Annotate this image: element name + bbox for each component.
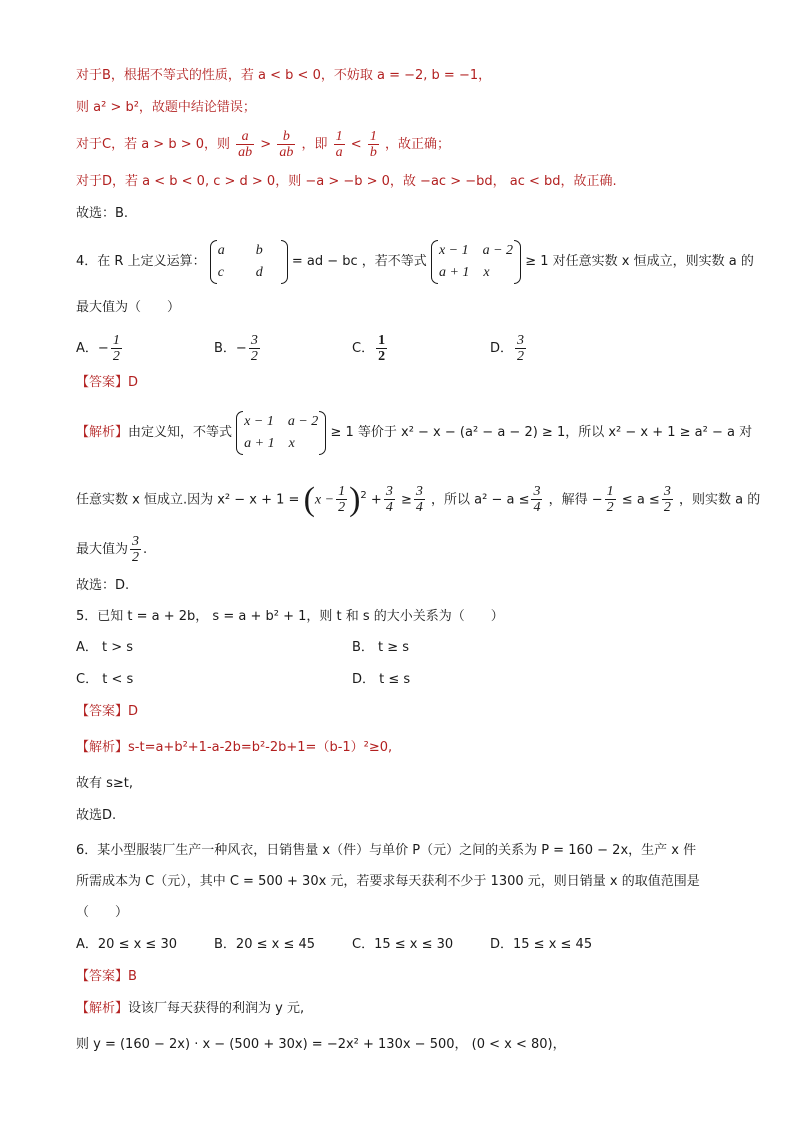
matrix-inequality-analysis: x − 1 a − 2 a + 1 x: [236, 411, 326, 455]
solution-line-c: [76, 127, 450, 163]
analysis-tag: 【解析】: [76, 1001, 129, 1016]
conclusion-3: 故选：B.: [76, 206, 129, 221]
solution-line-d: 对于D，若 a < b < 0, c > d > 0，则 −a > −b > 0，故 −ac > −bd， ac < bd，故正确.: [76, 174, 617, 189]
q6-stem-3: （ ）: [76, 905, 129, 920]
q5-option-c: C． t < s: [76, 672, 134, 687]
q4-option-a: A．− $\frac{1}{2}$: [76, 333, 120, 364]
q6-option-c: C．15 ≤ x ≤ 30: [352, 937, 454, 952]
q5-analysis: 【解析】s-t=a+b²+1-a-2b=b²-2b+1=（b-1）²≥0,: [76, 740, 393, 755]
q5-option-d: D． t ≤ s: [352, 672, 411, 687]
q4-answer: 【答案】D: [76, 375, 139, 390]
q4-option-b: B．− $\frac{3}{2}$: [214, 333, 258, 364]
q4-stem-eq: = ad − bc ，若不等式: [291, 254, 427, 269]
fraction: $\frac{1}{b}$: [369, 129, 377, 160]
line-c-mid: ，即: [301, 137, 328, 152]
fraction: $\frac{a}{ab}$: [238, 129, 253, 160]
q6-stem-1: 6．某小型服装厂生产一种风衣，日销售量 x（件）与单价 P（元）之间的关系为 P = 160 − 2x，生产 x 件: [76, 843, 697, 858]
line-c-post: ，故正确；: [384, 137, 450, 152]
q5-line2: 故有 s≥t,: [76, 776, 134, 791]
q4-stem-post: ≥ 1 对任意实数 x 恒成立，则实数 a 的: [525, 254, 754, 269]
q4-analysis-line1: 【解析】由定义知，不等式 x − 1 a − 2 a + 1 x ≥ 1 等价于 x² − x − (a² − a − 2) ≥ 1，所以 x² − x + 1 ≥ a² − a 对: [76, 409, 752, 457]
q6-line2: 则 y = (160 − 2x) · x − (500 + 30x) = −2x² + 130x − 500， (0 < x < 80)，: [76, 1037, 566, 1052]
solution-line-b1: 对于B，根据不等式的性质，若 a < b < 0，不妨取 a = −2, b = −1，: [76, 68, 492, 83]
q4-stem: [76, 238, 754, 286]
q6-option-a: A．20 ≤ x ≤ 30: [76, 937, 177, 952]
q4-option-d: D． $\frac{3}{2}$: [490, 333, 525, 364]
q5-answer: 【答案】D: [76, 704, 139, 719]
analysis-tag: 【解析】: [76, 740, 129, 755]
q4-stem-pre: 4．在 R 上定义运算：: [76, 254, 206, 269]
matrix-definition: a b c d: [210, 240, 288, 284]
analysis-tag: 【解析】: [76, 425, 129, 440]
conclusion-4: 故选：D.: [76, 578, 130, 593]
q6-stem-2: 所需成本为 C（元），其中 C = 500 + 30x 元，若要求每天获利不少于 1300 元，则日销量 x 的取值范围是: [76, 874, 700, 889]
solution-line-b2: 则 a² > b²，故题中结论错误；: [76, 100, 256, 115]
q6-answer: 【答案】B: [76, 969, 137, 984]
conclusion-5: 故选D.: [76, 808, 117, 823]
q5-option-a: A． t > s: [76, 640, 134, 655]
fraction: $\frac{b}{ab}$: [279, 129, 294, 160]
q4-analysis-line2: 任意实数 x 恒成立.因为 x² − x + 1 = (x − $\frac{1}{2}$ )$^2$ + $\frac{3}{4}$ ≥ $\frac{3}{4}$ ，所以 a² − a ≤ $\frac{3}{4}$ ，解得 − $\frac{1}{2}$ ≤ a ≤ $\frac{3}{2}$ ，则实数 a 的: [76, 480, 761, 518]
q5-option-b: B． t ≥ s: [352, 640, 410, 655]
line-c-pre: 对于C，若 a > b > 0，则: [76, 137, 231, 152]
lt-sign: <: [350, 137, 362, 152]
gt-sign: >: [260, 137, 272, 152]
q5-stem: 5．已知 t = a + 2b， s = a + b² + 1，则 t 和 s 的大小关系为（ ）: [76, 609, 504, 624]
matrix-inequality: x − 1 a − 2 a + 1 x: [431, 240, 521, 284]
q4-stem-line2: 最大值为（ ）: [76, 300, 181, 315]
q6-option-d: D．15 ≤ x ≤ 45: [490, 937, 593, 952]
q6-analysis: 【解析】设该厂每天获得的利润为 y 元,: [76, 1001, 305, 1016]
q4-analysis-line3: 最大值为 $\frac{3}{2}$ .: [76, 534, 148, 565]
q4-option-c: C． $\frac{1}{2}$: [352, 333, 386, 364]
fraction: $\frac{1}{a}$: [335, 129, 343, 160]
q6-option-b: B．20 ≤ x ≤ 45: [214, 937, 316, 952]
